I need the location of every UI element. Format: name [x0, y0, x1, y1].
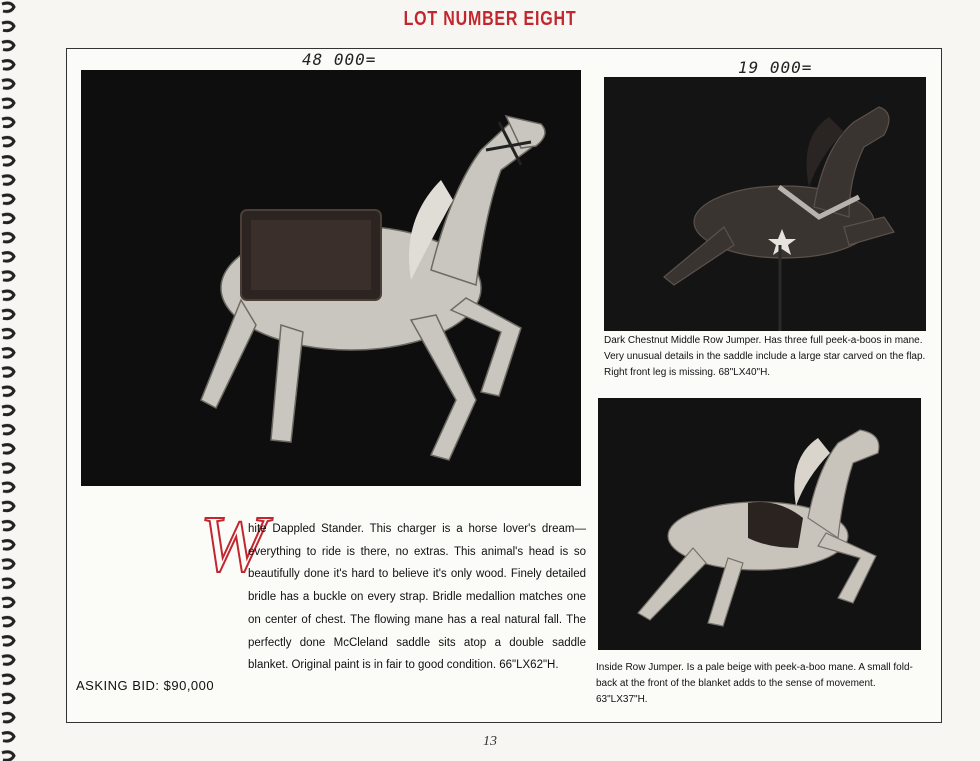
caption-dark-chestnut: Dark Chestnut Middle Row Jumper. Has three full peek-a-boos in mane. Very unusual details in the saddle include a large star carved on the flap. Right front leg is missing. 68"LX40"H.	[604, 335, 926, 378]
handwritten-price-main: 48 000=	[302, 50, 377, 69]
caption-inside-row-jumper: Inside Row Jumper. Is a pale beige with peek-a-boo mane. A small fold-back at the front of the blanket adds to the sense of movement. 63"LX37"H.	[596, 662, 913, 705]
photo-white-dappled-stander	[81, 70, 581, 486]
page-title: LOT NUMBER EIGHT	[403, 8, 577, 30]
handwritten-price-side: 19 000=	[738, 58, 813, 77]
svg-text:W: W	[200, 505, 267, 587]
photo-inside-row-jumper	[598, 398, 921, 650]
horse-illustration-main	[81, 70, 581, 486]
page-number: 13	[483, 734, 497, 749]
main-description: hite Dappled Stander. This charger is a horse lover's dream—everything to ride is there, no extras. This animal's head is so beautifully done it's hard to believe it's only wood. Finely detailed bridle has a buckle on every strap. Bridle medallion matches one on center of chest. The flowing mane has a real natural fall. The perfectly done McCleland saddle sits atop a double saddle blanket. Original paint is in fair to good condition. 66"LX62"H.	[248, 523, 586, 672]
photo-dark-chestnut-jumper	[604, 77, 926, 331]
horse-illustration-chestnut	[604, 77, 926, 331]
spiral-binding	[0, 0, 22, 761]
horse-illustration-beige	[598, 398, 921, 650]
asking-bid: ASKING BID: $90,000	[76, 678, 215, 693]
